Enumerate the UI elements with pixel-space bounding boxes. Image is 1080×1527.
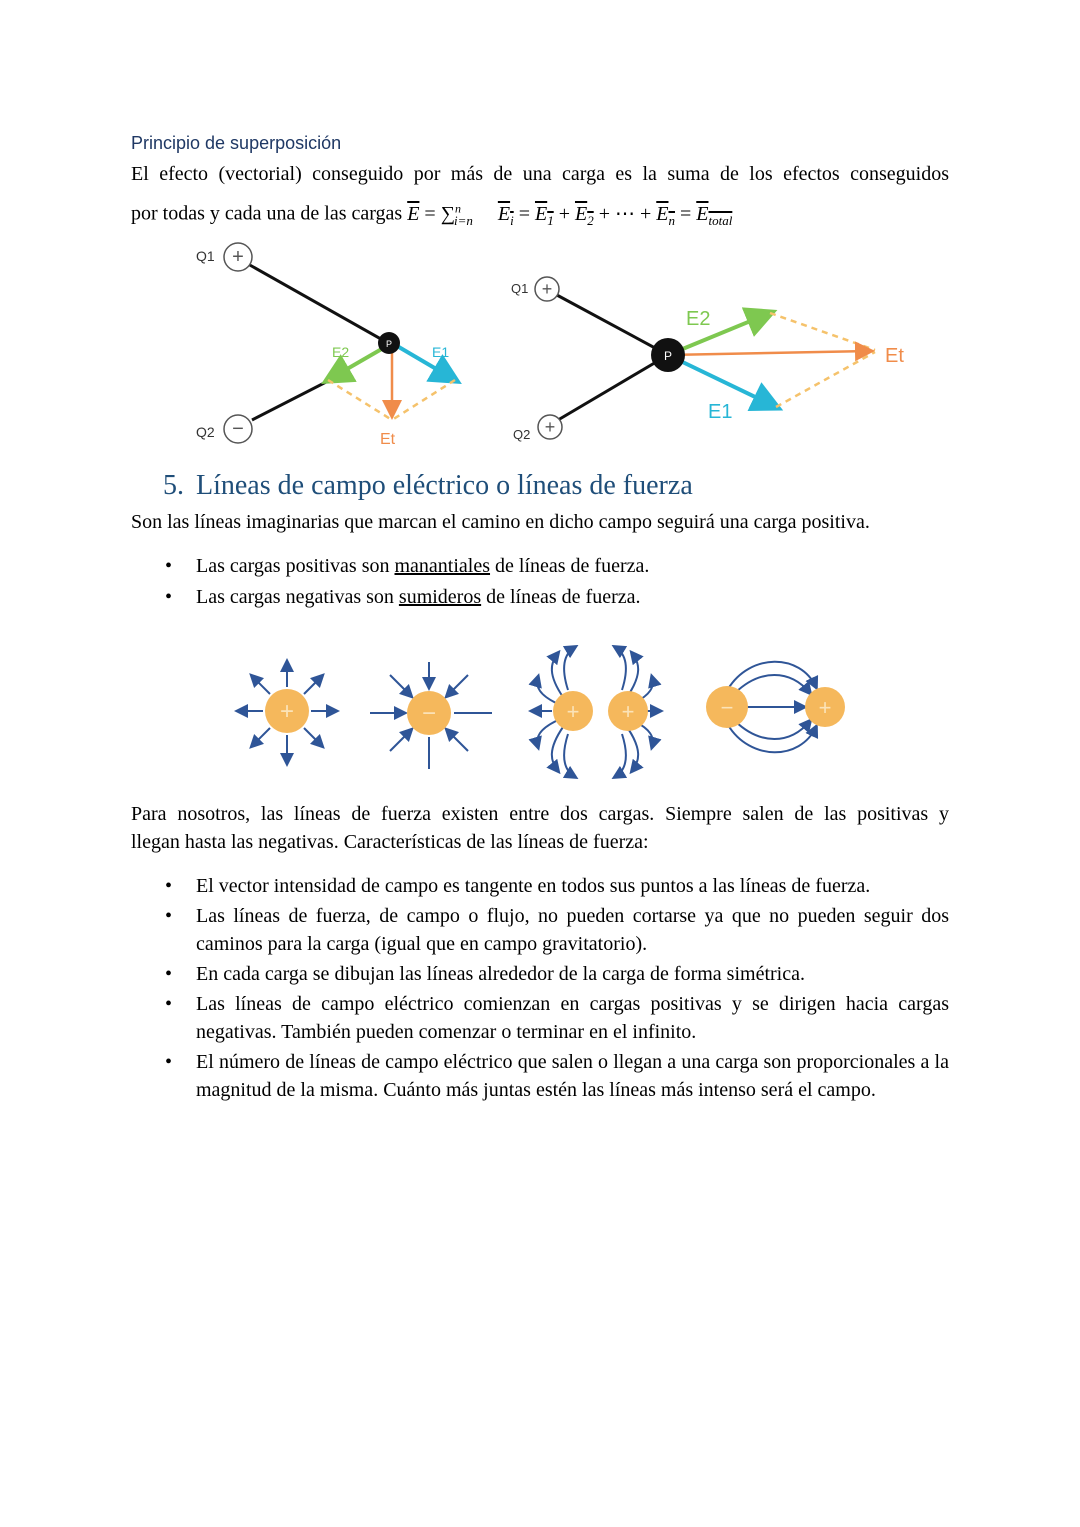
positive-sign-2b: + xyxy=(621,699,635,724)
d1-q2-label: Q2 xyxy=(196,424,215,440)
d2-e1-label: E1 xyxy=(708,401,733,423)
d1-line-q2 xyxy=(252,380,330,420)
positive-sign-1: + xyxy=(279,698,295,725)
section-5-heading xyxy=(163,470,693,502)
d2-q1-label: Q1 xyxy=(511,281,529,296)
list-item: • Las cargas positivas son manantiales de líneas de fuerza. xyxy=(131,552,949,580)
d1-dashed-a xyxy=(328,380,392,420)
negative-sign-dipole: − xyxy=(720,695,734,720)
superposition-diagrams xyxy=(180,230,940,460)
d1-p-label: P xyxy=(385,339,393,349)
d2-line-q1 xyxy=(555,294,668,355)
field-line-features-list xyxy=(131,872,949,1104)
d1-e1-label: E1 xyxy=(432,344,450,360)
d1-line-q1 xyxy=(248,264,388,343)
list-item: • Las líneas de fuerza, de campo o flujo, no pueden cortarse ya que no pueden seguir dos caminos para la carga (igual que en campo gravitatorio). xyxy=(131,902,949,958)
list-item: • En cada carga se dibujan las líneas alrededor de la carga de forma simétrica. xyxy=(131,960,949,988)
field-lines-paragraph-line1: Para nosotros, las líneas de fuerza existen entre dos cargas. Siempre salen de las positivas y xyxy=(131,803,949,825)
list-item: • Las cargas negativas son sumideros de líneas de fuerza. xyxy=(131,583,949,611)
d1-q2-sign: − xyxy=(232,418,244,440)
d2-e2-label: E2 xyxy=(686,308,711,330)
d2-et-label: Et xyxy=(885,345,904,367)
field-lines-illustration xyxy=(230,645,860,780)
subheading-superposition: Principio de superposición xyxy=(131,133,342,153)
d1-et-label: Et xyxy=(380,431,396,448)
d2-dashed-b xyxy=(776,352,875,407)
superposition-text-line1: El efecto (vectorial) conseguido por más de una carga es la suma de los efectos conseguidos xyxy=(131,163,949,185)
list-item: • Las líneas de campo eléctrico comienzan en cargas positivas y se dirigen hacia cargas negativas. También pueden comenzar o terminar en el infinito. xyxy=(131,990,949,1046)
field-lines-paragraph-line2: llegan hasta las negativas. Características de las líneas de fuerza: xyxy=(131,831,649,853)
d2-dashed-a xyxy=(770,313,875,350)
charges-list xyxy=(131,552,949,611)
section-5-number: 5. xyxy=(163,470,184,501)
d2-vector-et xyxy=(668,351,870,355)
d2-q2-label: Q2 xyxy=(513,427,531,442)
d1-e2-label: E2 xyxy=(332,344,350,360)
d1-q1-sign: + xyxy=(232,246,244,268)
d2-p-label: P xyxy=(663,349,673,363)
list-item: • El número de líneas de campo eléctrico que salen o llegan a una carga son proporcionales a la magnitud de la misma. Cuánto más juntas estén las líneas más intenso será el campo. xyxy=(131,1048,949,1104)
superposition-formula: $\overline{E} = \sum^n_{i=n}$ $E_i = E_1 + E_2$ + ⋯ + $E_n = E_{total}$ xyxy=(407,201,733,228)
superposition-text-line2-words: por todas y cada una de las cargas xyxy=(131,202,403,225)
section-5-intro: Son las líneas imaginarias que marcan el camino en dicho campo seguirá una carga positiva. xyxy=(131,511,870,533)
d2-q1-sign: + xyxy=(541,279,553,299)
d1-q1-label: Q1 xyxy=(196,248,215,264)
positive-sign-dipole: + xyxy=(818,695,832,720)
list-item: • El vector intensidad de campo es tangente en todos sus puntos a las líneas de fuerza. xyxy=(131,872,949,900)
section-5-title: Líneas de campo eléctrico o líneas de fuerza xyxy=(196,470,693,501)
d2-q2-sign: + xyxy=(544,417,556,437)
d1-dashed-b xyxy=(392,380,455,420)
d2-vector-e1 xyxy=(668,355,776,407)
diagram-2 xyxy=(511,277,904,442)
negative-sign-1: − xyxy=(421,700,437,727)
d2-line-q2 xyxy=(558,355,668,420)
diagram-1 xyxy=(196,243,455,448)
positive-sign-2a: + xyxy=(566,699,580,724)
